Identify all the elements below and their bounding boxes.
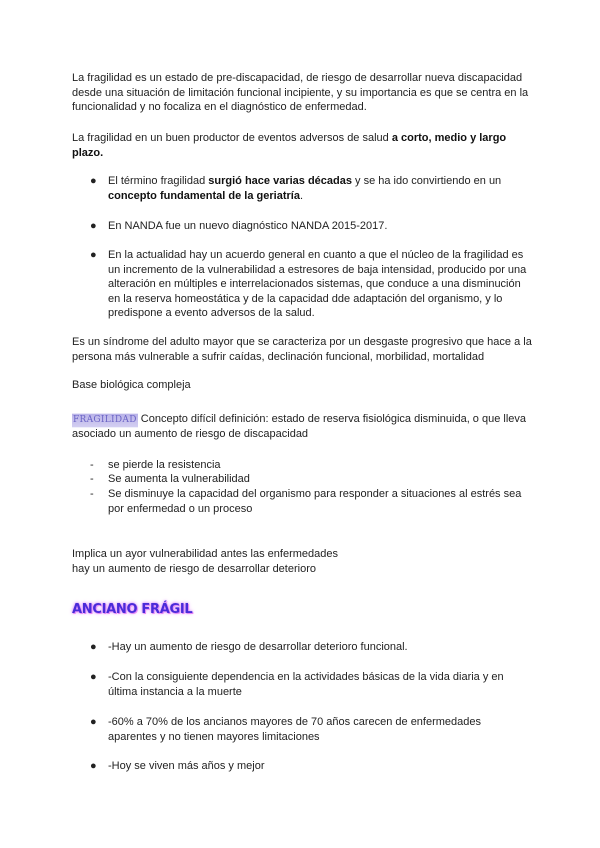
section-heading: ANCIANO FRÁGIL: [72, 602, 193, 617]
paragraph-aumento: hay un aumento de riesgo de desarrollar deterioro: [72, 563, 316, 575]
bullet-icon: ●: [90, 175, 97, 187]
bullet-icon: ●: [90, 716, 97, 728]
bullet-icon: ●: [90, 760, 97, 772]
bullet-icon: ●: [90, 249, 97, 261]
paragraph-adverse-events: La fragilidad en un buen productor de eventos adversos de salud a corto, medio y largo plazo.: [72, 132, 507, 159]
bullet-icon: ●: [90, 671, 97, 683]
fragilidad-tag: FRAGILIDAD: [72, 414, 138, 428]
paragraph-definition: La fragilidad es un estado de pre-discapacidad, de riesgo de desarrollar nueva discapacidad desde una situación de limitación funcional incipiente, y su importancia es que se centra en la funcionalidad y no focaliza en el diagnóstico de enfermedad.: [72, 72, 529, 113]
bullet-icon: ●: [90, 641, 97, 653]
paragraph-biological-base: Base biológica compleja: [72, 379, 191, 391]
paragraph-syndrome: Es un síndrome del adulto mayor que se caracteriza por un desgaste progresivo que hace a la persona más vulnerable a sufrir caídas, declinación funcional, morbilidad, mortalidad: [72, 336, 532, 363]
paragraph-concept: FRAGILIDAD Concepto difícil definición: estado de reserva fisiológica disminuida, o que lleva asociado un aumento de riesgo de discapacidad: [72, 413, 527, 440]
bullet-icon: ●: [90, 220, 97, 232]
paragraph-implica: Implica un ayor vulnerabilidad antes las enfermedades: [72, 548, 338, 560]
document-page: La fragilidad es un estado de pre-discapacidad, de riesgo de desarrollar nueva discapacidad desde una situación de limitación funcional incipiente, y su importancia es que se centra en la funcionalidad y no focaliza en el diagnóstico de enfermedad. La fragilidad en un buen productor de eventos adversos de salud a corto, medio y largo plazo. ● El término fragilidad surgió hace varias décadas y se ha ido convirtiendo en un concepto fundamental de la geriatría. ● En NANDA fue un nuevo diagnóstico NANDA 2015-2017. ● En la actualidad hay un acuerdo general en cuanto a que el núcleo de la fragilidad es un incremento de la vulnerabilidad a estresores de baja intensidad, producido por una alteración en múltiples e interrelacionados sistemas, que conduce a una disminución en la reserva homeostática y de la capacidad dde adaptación del organismo, y lo predispone a evento adversos de la salud. Es un síndrome del adulto mayor que se caracteriza por un desgaste progresivo que hace a la persona más vulnerable a sufrir caídas, declinación funcional, morbilidad, mortalidad Base biológica compleja FRAGILIDAD Concepto difícil definición: estado de reserva fisiológica disminuida, o que lleva asociado un aumento de riesgo de discapacidad - se pierde la resistencia - Se aumenta la vulnerabilidad - Se disminuye la capacidad del organismo para responder a situaciones al estrés sea por enfermedad o un proceso Implica un ayor vulnerabilidad antes las enfermedades hay un aumento de riesgo de desarrollar deterioro ANCIANO FRÁGIL ● -Hay un aumento de riesgo de desarrollar deterioro funcional. ● -Con la consiguiente dependencia en la actividades básicas de la vida diaria y en última instancia a la muerte ● -60% a 70% de los ancianos mayores de 70 años carecen de enfermedades aparentes y no tienen mayores limitaciones ● -Hoy se viven más años y mejor: [72, 72, 532, 772]
